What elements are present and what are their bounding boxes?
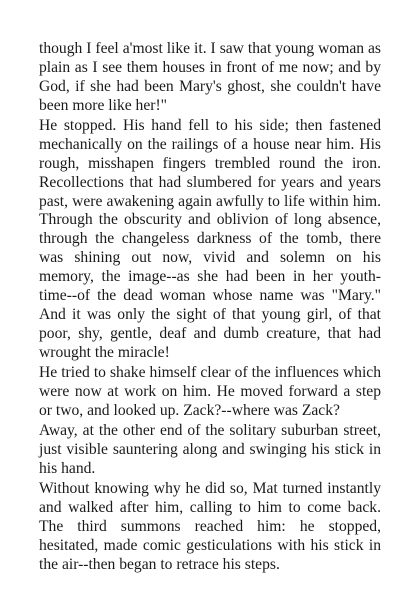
- paragraph-1: though I feel a'most like it. I saw that young woman as plain as I see them houses in front of me now; and by God, if she had been Mary's ghost, she couldn't have been more like her!": [39, 40, 381, 114]
- paragraph-2: He stopped. His hand fell to his side; then fastened mechanically on the railings of a house near him. His rough, misshapen fingers trembled round the iron. Recollections that had slumbered for years and years past, were awakening again awfully to life within him. Through the obscurity and oblivion of long absence, through the changeless darkness of the tomb, there was shining out now, vivid and solemn on his memory, the image--as she had been in her youth-time--of the dead woman whose name was "Mary." And it was only the sight of that young girl, of that poor, shy, gentle, deaf and dumb creature, that had wrought the miracle!: [39, 116, 381, 361]
- paragraph-4: Away, at the other end of the solitary suburban street, just visible sauntering along and swinging his stick in his hand.: [39, 422, 381, 477]
- paragraph-3: He tried to shake himself clear of the influences which were now at work on him. He moved forward a step or two, and looked up. Zack?--where was Zack?: [39, 364, 381, 419]
- paragraph-5: Without knowing why he did so, Mat turned instantly and walked after him, calling to him to come back. The third summons reached him: he stopped, hesitated, made comic gesticulations with his stick in the air--then began to retrace his steps.: [39, 480, 381, 573]
- page-text: [39, 40, 381, 575]
